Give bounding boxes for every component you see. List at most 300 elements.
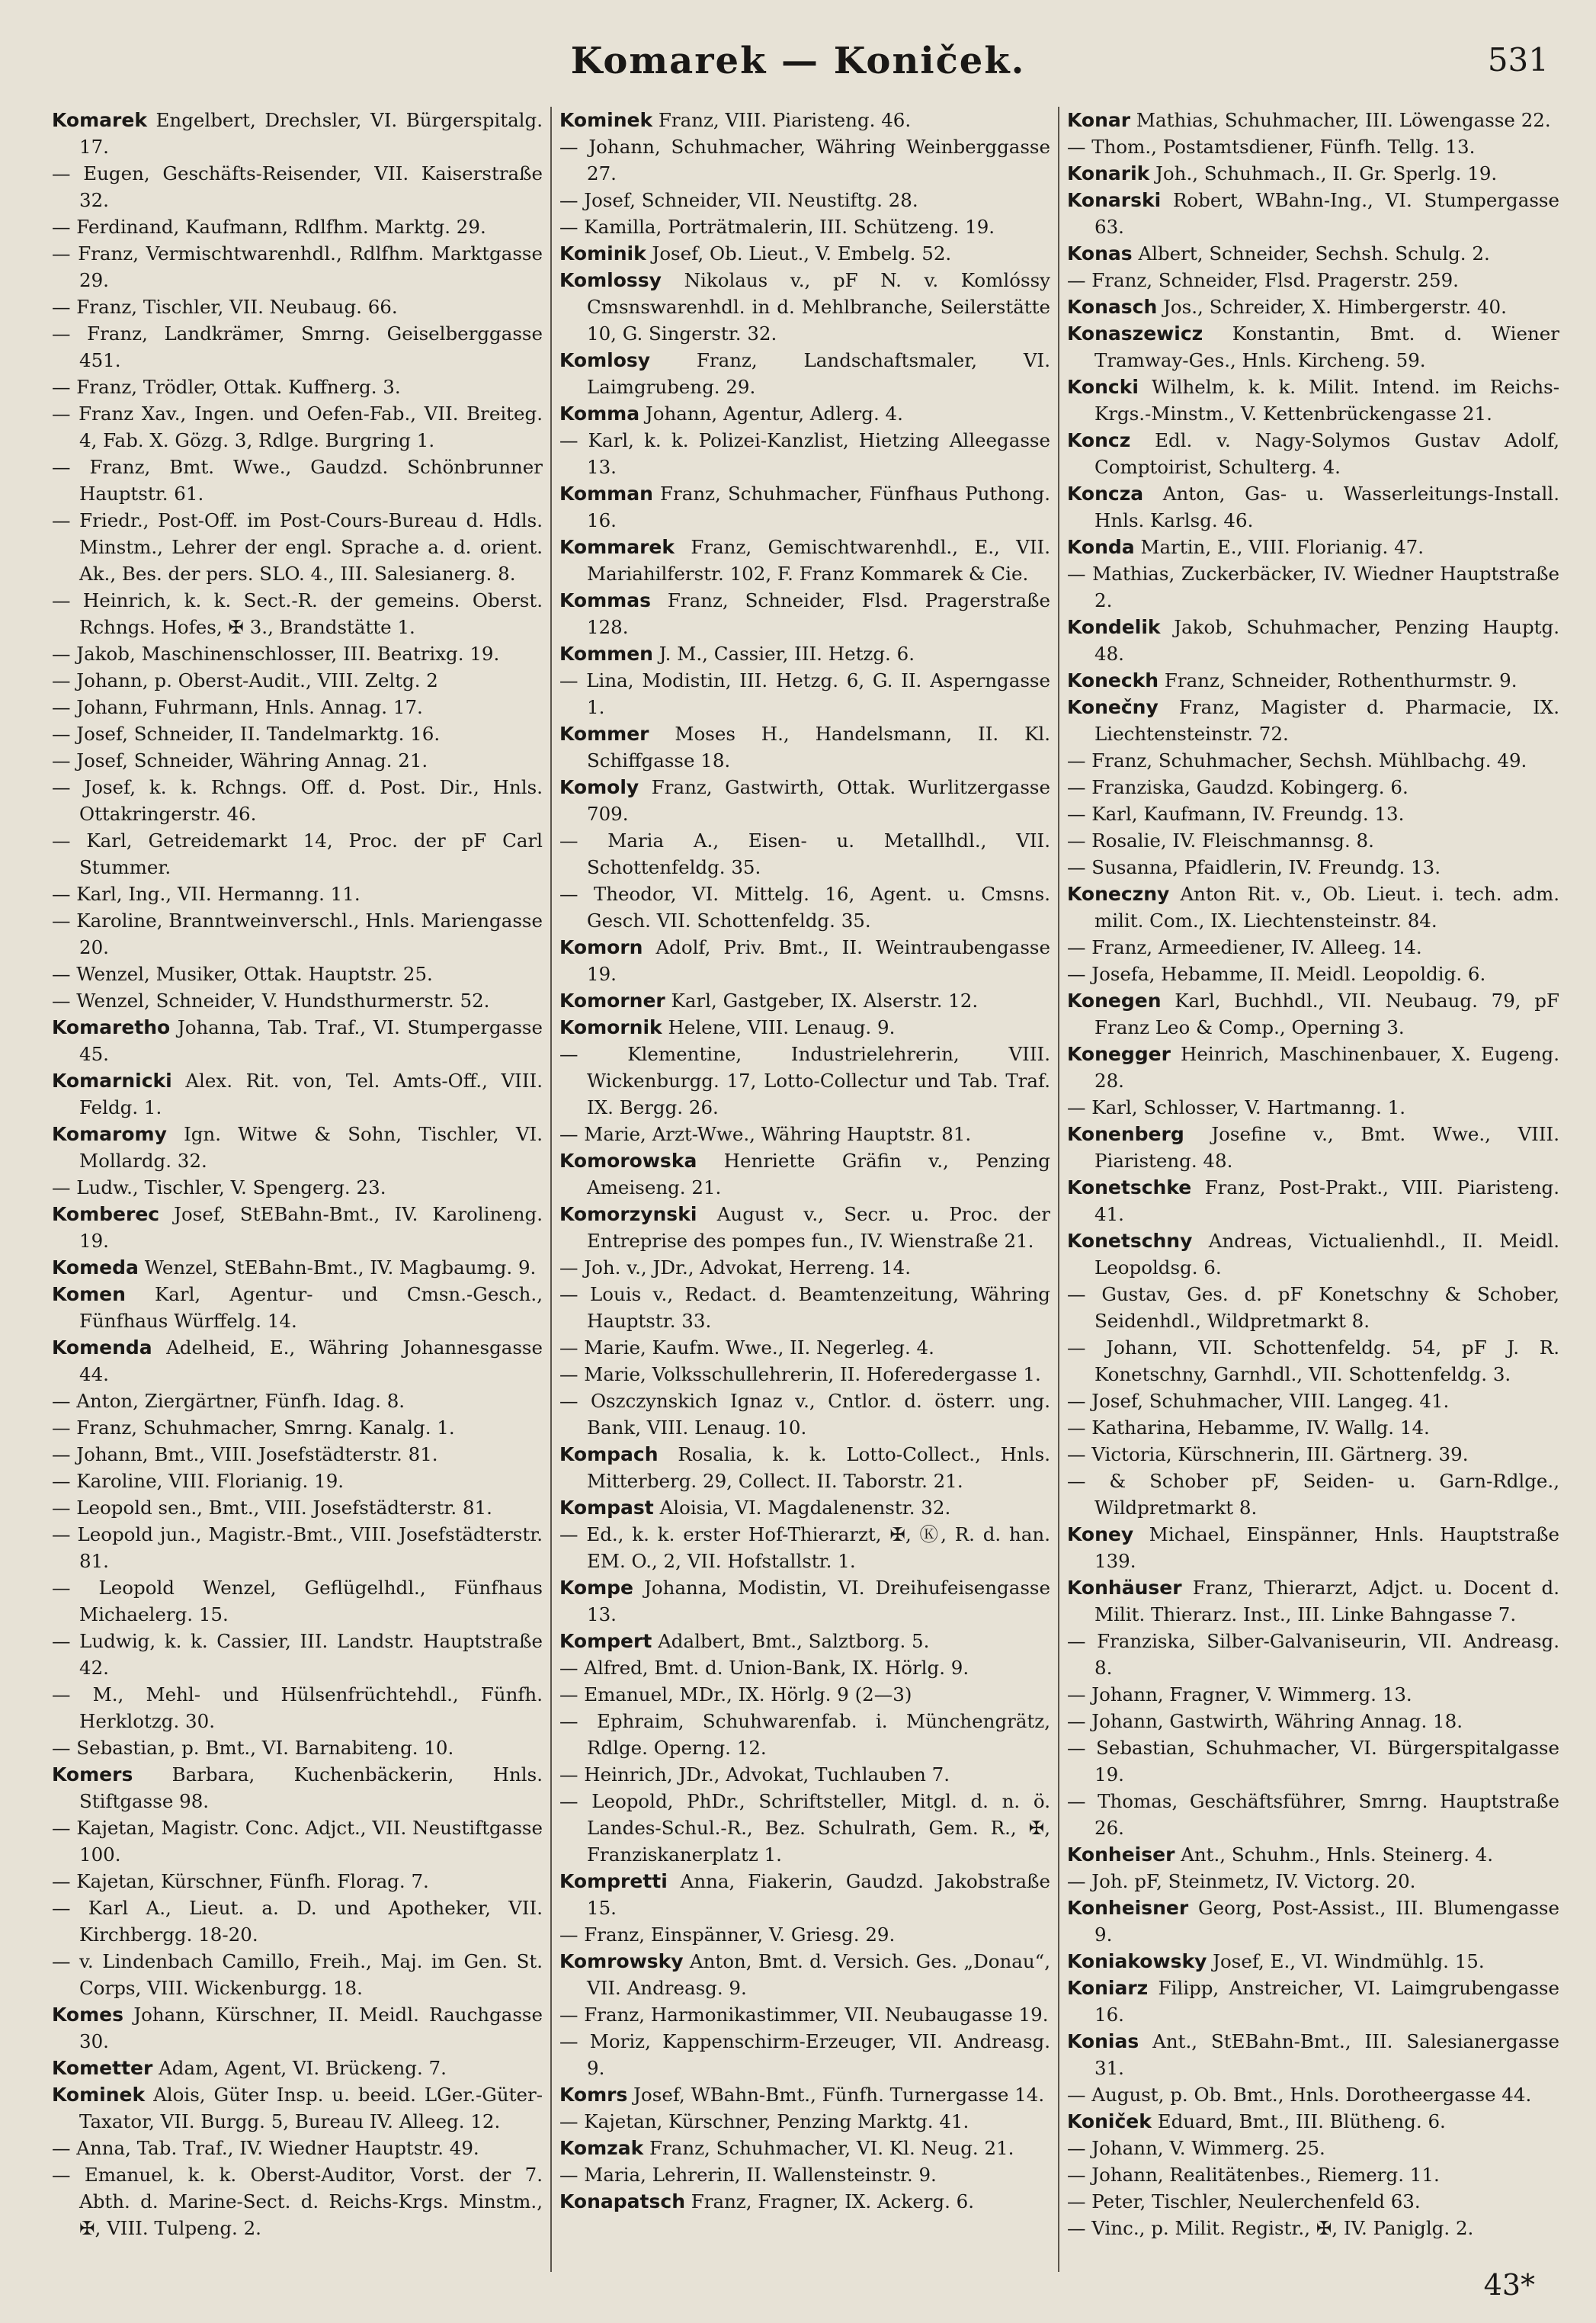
directory-entry bbox=[1067, 1628, 1559, 1681]
entry-surname: Koncza bbox=[1067, 483, 1144, 505]
entry-surname: Koney bbox=[1067, 1523, 1134, 1545]
directory-entry bbox=[559, 1921, 1050, 1948]
directory-entry bbox=[559, 1521, 1050, 1574]
entry-surname: Komeda bbox=[52, 1256, 139, 1279]
directory-entry bbox=[52, 240, 543, 294]
directory-entry bbox=[559, 667, 1050, 720]
directory-entry bbox=[559, 187, 1050, 213]
directory-entry bbox=[559, 2001, 1050, 2028]
entry-text: — Franz, Tischler, VII. Neubaug. 66. bbox=[52, 296, 398, 318]
entry-text: Eduard, Bmt., III. Blütheng. 6. bbox=[1157, 2110, 1446, 2132]
directory-entry bbox=[52, 667, 543, 694]
entry-text: — Ludw., Tischler, V. Spengerg. 23. bbox=[52, 1176, 386, 1198]
directory-entry bbox=[52, 294, 543, 320]
entry-text: Ign. Witwe & Sohn, Tischler, VI. Mollardg. 32. bbox=[79, 1123, 543, 1172]
entry-surname: Kommas bbox=[559, 589, 651, 611]
entry-text: — Karl, Kaufmann, IV. Freundg. 13. bbox=[1067, 803, 1405, 825]
directory-entry bbox=[52, 374, 543, 400]
entry-text: Joh., Schuhmach., II. Gr. Sperlg. 19. bbox=[1155, 162, 1498, 184]
entry-text: — Maria A., Eisen- u. Metallhdl., VII. Schottenfeldg. 35. bbox=[559, 829, 1050, 878]
entry-text: — Leopold, PhDr., Schriftsteller, Mitgl. d. n. ö. Landes-Schul.-R., Bez. Schulrath, Gem. R., ✠, Franziskanerplatz 1. bbox=[559, 1790, 1050, 1866]
directory-entry bbox=[559, 2081, 1050, 2108]
entry-text: — Johann, Fragner, V. Wimmerg. 13. bbox=[1067, 1683, 1412, 1705]
entry-text: — Thomas, Geschäftsführer, Smrng. Hauptstraße 26. bbox=[1067, 1790, 1559, 1839]
entry-text: — Jakob, Maschinenschlosser, III. Beatrixg. 19. bbox=[52, 643, 500, 665]
directory-entry bbox=[559, 133, 1050, 187]
entry-text: — Victoria, Kürschnerin, III. Gärtnerg. 39. bbox=[1067, 1443, 1469, 1465]
entry-text: — & Schober pF, Seiden- u. Garn-Rdlge., Wildpretmarkt 8. bbox=[1067, 1470, 1559, 1519]
entry-text: — Leopold Wenzel, Geflügelhdl., Fünfhaus Michaelerg. 15. bbox=[52, 1577, 543, 1625]
entry-surname: Kometter bbox=[52, 2057, 153, 2079]
entry-surname: Komlossy bbox=[559, 269, 662, 291]
entry-surname: Komornik bbox=[559, 1016, 662, 1038]
entry-text: — Josefa, Hebamme, II. Meidl. Leopoldig. 6. bbox=[1067, 963, 1486, 985]
entry-text: Adam, Agent, VI. Brückeng. 7. bbox=[159, 2057, 447, 2079]
directory-entry bbox=[559, 1254, 1050, 1281]
directory-entry bbox=[559, 934, 1050, 987]
entry-text: Adelheid, E., Währing Johannesgasse 44. bbox=[79, 1336, 543, 1385]
entry-text: — Franziska, Gaudzd. Kobingerg. 6. bbox=[1067, 776, 1409, 798]
entry-text: — v. Lindenbach Camillo, Freih., Maj. im Gen. St. Corps, VIII. Wickenburgg. 18. bbox=[52, 1950, 543, 1999]
entry-text: Barbara, Kuchenbäckerin, Hnls. Stiftgasse 98. bbox=[79, 1763, 543, 1812]
entry-text: Franz, Gastwirth, Ottak. Wurlitzergasse 709. bbox=[587, 776, 1051, 825]
entry-surname: Komen bbox=[52, 1283, 126, 1305]
directory-entry bbox=[559, 987, 1050, 1014]
entry-surname: Konapatsch bbox=[559, 2190, 685, 2212]
entry-text: — Peter, Tischler, Neulerchenfeld 63. bbox=[1067, 2190, 1421, 2212]
directory-entry bbox=[52, 827, 543, 881]
entry-text: — Josef, Schneider, VII. Neustiftg. 28. bbox=[559, 189, 918, 211]
directory-entry bbox=[559, 1361, 1050, 1388]
directory-entry bbox=[559, 1281, 1050, 1334]
directory-entry bbox=[1067, 267, 1559, 294]
directory-entry bbox=[1067, 1094, 1559, 1121]
entry-text: — Johann, VII. Schottenfeldg. 54, pF J. R. Konetschny, Garnhdl., VII. Schottenfeldg. 3. bbox=[1067, 1336, 1559, 1385]
entry-surname: Koncz bbox=[1067, 429, 1131, 451]
directory-entry bbox=[52, 1334, 543, 1388]
entry-text: — Wenzel, Musiker, Ottak. Hauptstr. 25. bbox=[52, 963, 433, 985]
directory-entry bbox=[559, 347, 1050, 400]
entry-text: — Franz Xav., Ingen. und Oefen-Fab., VII. Breiteg. 4, Fab. X. Gözg. 3, Rdlge. Burgring 1. bbox=[52, 403, 543, 451]
directory-entry bbox=[559, 1388, 1050, 1441]
entry-text: — Sebastian, Schuhmacher, VI. Bürgerspitalgasse 19. bbox=[1067, 1737, 1559, 1786]
entry-text: Josef, StEBahn-Bmt., IV. Karolineng. 19. bbox=[79, 1203, 543, 1252]
directory-entry bbox=[52, 400, 543, 454]
directory-entry bbox=[559, 587, 1050, 640]
entry-text: Alois, Güter Insp. u. beeid. LGer.-Güter-Taxator, VII. Burgg. 5, Bureau IV. Alleeg. 12. bbox=[79, 2084, 543, 2132]
directory-entry bbox=[52, 2055, 543, 2081]
directory-entry bbox=[52, 1761, 543, 1814]
entry-text: — Franz, Schneider, Flsd. Pragerstr. 259. bbox=[1067, 269, 1459, 291]
entry-surname: Komman bbox=[559, 483, 653, 505]
entry-surname: Kompert bbox=[559, 1630, 652, 1652]
entry-surname: Kompach bbox=[559, 1443, 659, 1465]
entry-text: — Kamilla, Porträtmalerin, III. Schützeng. 19. bbox=[559, 216, 995, 238]
directory-entry bbox=[52, 2081, 543, 2135]
directory-entry bbox=[1067, 2161, 1559, 2188]
entry-text: — August, p. Ob. Bmt., Hnls. Dorotheergasse 44. bbox=[1067, 2084, 1532, 2106]
directory-entry bbox=[52, 1014, 543, 1067]
entry-text: Johann, Kürschner, II. Meidl. Rauchgasse 30. bbox=[79, 2004, 543, 2052]
entry-text: — Johann, Bmt., VIII. Josefstädterstr. 81. bbox=[52, 1443, 438, 1465]
entry-text: Franz, Schuhmacher, VI. Kl. Neug. 21. bbox=[649, 2137, 1014, 2159]
directory-entry bbox=[559, 2028, 1050, 2081]
entry-surname: Koneczny bbox=[1067, 883, 1170, 905]
directory-entry bbox=[52, 1521, 543, 1574]
entry-text: Karl, Agentur- und Cmsn.-Gesch., Fünfhaus Würffelg. 14. bbox=[79, 1283, 543, 1332]
directory-entry bbox=[52, 1868, 543, 1895]
entry-text: Andreas, Victualienhdl., II. Meidl. Leopoldsg. 6. bbox=[1094, 1230, 1559, 1279]
entry-text: Filipp, Anstreicher, VI. Laimgrubengasse 16. bbox=[1094, 1977, 1559, 2026]
entry-text: Franz, Schneider, Rothenthurmstr. 9. bbox=[1164, 669, 1517, 691]
entry-text: — Emanuel, MDr., IX. Hörlg. 9 (2—3) bbox=[559, 1683, 912, 1705]
entry-text: Engelbert, Drechsler, VI. Bürgerspitalg. 17. bbox=[79, 109, 543, 158]
entry-text: Johann, Agentur, Adlerg. 4. bbox=[645, 403, 903, 425]
entry-surname: Komrs bbox=[559, 2084, 628, 2106]
entry-text: Rosalia, k. k. Lotto-Collect., Hnls. Mitterberg. 29, Collect. II. Taborstr. 21. bbox=[587, 1443, 1050, 1492]
directory-entry bbox=[52, 1628, 543, 1681]
entry-surname: Komarek bbox=[52, 109, 147, 131]
directory-entry bbox=[52, 1254, 543, 1281]
directory-entry bbox=[559, 2135, 1050, 2161]
entry-text: — Sebastian, p. Bmt., VI. Barnabiteng. 10. bbox=[52, 1737, 454, 1759]
directory-entry bbox=[1067, 560, 1559, 614]
entry-text: — Kajetan, Kürschner, Fünfh. Florag. 7. bbox=[52, 1870, 429, 1892]
directory-entry bbox=[559, 213, 1050, 240]
entry-text: Heinrich, Maschinenbauer, X. Eugeng. 28. bbox=[1094, 1043, 1559, 1092]
directory-entry bbox=[1067, 160, 1559, 187]
entry-surname: Komorzynski bbox=[559, 1203, 697, 1225]
columns bbox=[44, 107, 1569, 2272]
entry-surname: Kominik bbox=[559, 242, 646, 265]
directory-entry bbox=[52, 107, 543, 160]
entry-text: — M., Mehl- und Hülsenfrüchtehdl., Fünfh. Herklotzg. 30. bbox=[52, 1683, 543, 1732]
directory-entry bbox=[1067, 2215, 1559, 2241]
entry-text: Aloisia, VI. Magdalenenstr. 32. bbox=[659, 1497, 951, 1519]
entry-text: Jakob, Schuhmacher, Penzing Hauptg. 48. bbox=[1094, 616, 1559, 665]
entry-text: — Klementine, Industrielehrerin, VIII. Wickenburgg. 17, Lotto-Collectur und Tab. Traf. IX. Bergg. 26. bbox=[559, 1043, 1050, 1118]
directory-entry bbox=[1067, 534, 1559, 560]
directory-entry bbox=[1067, 294, 1559, 320]
entry-surname: Kondelik bbox=[1067, 616, 1161, 638]
entry-text: Georg, Post-Assist., III. Blumengasse 9. bbox=[1094, 1897, 1559, 1946]
directory-entry bbox=[52, 2135, 543, 2161]
directory-entry bbox=[52, 507, 543, 587]
directory-entry bbox=[1067, 774, 1559, 801]
directory-entry bbox=[1067, 1281, 1559, 1334]
directory-entry bbox=[559, 427, 1050, 480]
entry-surname: Komorowska bbox=[559, 1150, 697, 1172]
entry-text: — Johann, Schuhmacher, Währing Weinberggasse 27. bbox=[559, 136, 1050, 184]
directory-entry bbox=[1067, 240, 1559, 267]
entry-text: — Alfred, Bmt. d. Union-Bank, IX. Hörlg. 9. bbox=[559, 1657, 969, 1679]
page-title: Komarek — Koniček. bbox=[570, 40, 1026, 82]
entry-text: Franz, Schuhmacher, Fünfhaus Puthong. 16. bbox=[587, 483, 1050, 531]
directory-entry bbox=[52, 1174, 543, 1201]
directory-entry bbox=[559, 267, 1050, 347]
entry-text: — Marie, Arzt-Wwe., Währing Hauptstr. 81. bbox=[559, 1123, 972, 1145]
entry-text: — Josef, Schuhmacher, VIII. Langeg. 41. bbox=[1067, 1390, 1450, 1412]
directory-entry bbox=[1067, 801, 1559, 827]
entry-text: — Joh. v., JDr., Advokat, Herreng. 14. bbox=[559, 1256, 911, 1279]
directory-entry bbox=[1067, 1227, 1559, 1281]
entry-text: — Joh. pF, Steinmetz, IV. Victorg. 20. bbox=[1067, 1870, 1416, 1892]
directory-entry bbox=[559, 480, 1050, 534]
directory-entry bbox=[559, 2188, 1050, 2215]
entry-text: — Mathias, Zuckerbäcker, IV. Wiedner Hauptstraße 2. bbox=[1067, 563, 1559, 611]
entry-text: — Karl, k. k. Polizei-Kanzlist, Hietzing Alleegasse 13. bbox=[559, 429, 1050, 478]
directory-entry bbox=[52, 587, 543, 640]
directory-entry bbox=[1067, 1521, 1559, 1574]
entry-surname: Komberec bbox=[52, 1203, 160, 1225]
directory-entry bbox=[559, 1147, 1050, 1201]
directory-entry bbox=[52, 1388, 543, 1414]
directory-entry bbox=[1067, 2028, 1559, 2081]
directory-entry bbox=[52, 881, 543, 907]
directory-entry bbox=[1067, 1441, 1559, 1468]
entry-text: Michael, Einspänner, Hnls. Hauptstraße 139. bbox=[1094, 1523, 1559, 1572]
entry-surname: Komorner bbox=[559, 990, 665, 1012]
entry-text: Helene, VIII. Lenaug. 9. bbox=[668, 1016, 896, 1038]
entry-surname: Konas bbox=[1067, 242, 1133, 265]
directory-entry bbox=[52, 320, 543, 374]
entry-text: — Ludwig, k. k. Cassier, III. Landstr. Hauptstraße 42. bbox=[52, 1630, 543, 1679]
directory-entry bbox=[559, 774, 1050, 827]
entry-text: Martin, E., VIII. Florianig. 47. bbox=[1140, 536, 1425, 558]
directory-entry bbox=[559, 534, 1050, 587]
entry-text: Adalbert, Bmt., Salztborg. 5. bbox=[658, 1630, 930, 1652]
entry-text: — Leopold jun., Magistr.-Bmt., VIII. Josefstädterstr. 81. bbox=[52, 1523, 543, 1572]
directory-entry bbox=[1067, 1868, 1559, 1895]
entry-text: — Leopold sen., Bmt., VIII. Josefstädterstr. 81. bbox=[52, 1497, 492, 1519]
directory-entry bbox=[559, 240, 1050, 267]
directory-entry bbox=[1067, 1681, 1559, 1708]
directory-entry bbox=[1067, 1895, 1559, 1948]
entry-text: — Susanna, Pfaidlerin, IV. Freundg. 13. bbox=[1067, 856, 1441, 878]
directory-entry bbox=[1067, 1041, 1559, 1094]
entry-surname: Komaretho bbox=[52, 1016, 171, 1038]
entry-text: J. M., Cassier, III. Hetzg. 6. bbox=[659, 643, 915, 665]
entry-text: Anna, Fiakerin, Gaudzd. Jakobstraße 15. bbox=[587, 1870, 1050, 1919]
entry-surname: Konar bbox=[1067, 109, 1131, 131]
directory-entry bbox=[52, 1201, 543, 1254]
directory-entry bbox=[52, 720, 543, 747]
directory-entry bbox=[1067, 987, 1559, 1041]
entry-text: — Gustav, Ges. d. pF Konetschny & Schober, Seidenhdl., Wildpretmarkt 8. bbox=[1067, 1283, 1559, 1332]
entry-text: Robert, WBahn-Ing., VI. Stumpergasse 63. bbox=[1094, 189, 1559, 238]
entry-text: — Karl, Getreidemarkt 14, Proc. der pF Carl Stummer. bbox=[52, 829, 543, 878]
entry-surname: Konias bbox=[1067, 2030, 1139, 2052]
directory-entry bbox=[52, 1734, 543, 1761]
entry-surname: Konheisner bbox=[1067, 1897, 1189, 1919]
directory-entry bbox=[559, 1014, 1050, 1041]
entry-text: Konstantin, Bmt. d. Wiener Tramway-Ges., Hnls. Kircheng. 59. bbox=[1094, 322, 1559, 371]
entry-text: — Vinc., p. Milit. Registr., ✠, IV. Paniglg. 2. bbox=[1067, 2217, 1474, 2239]
entry-text: — Karoline, VIII. Florianig. 19. bbox=[52, 1470, 345, 1492]
directory-entry bbox=[52, 907, 543, 961]
entry-surname: Konarski bbox=[1067, 189, 1162, 211]
entry-text: Franz, Magister d. Pharmacie, IX. Liechtensteinstr. 72. bbox=[1094, 696, 1559, 745]
directory-entry bbox=[1067, 2108, 1559, 2135]
directory-entry bbox=[1067, 1574, 1559, 1628]
entry-text: — Anton, Ziergärtner, Fünfh. Idag. 8. bbox=[52, 1390, 405, 1412]
entry-text: Franz, VIII. Piaristeng. 46. bbox=[658, 109, 912, 131]
entry-text: — Rosalie, IV. Fleischmannsg. 8. bbox=[1067, 829, 1374, 852]
directory-entry bbox=[1067, 1468, 1559, 1521]
entry-text: — Karoline, Branntweinverschl., Hnls. Mariengasse 20. bbox=[52, 910, 543, 958]
entry-text: — Kajetan, Kürschner, Penzing Marktg. 41. bbox=[559, 2110, 969, 2132]
entry-text: Wilhelm, k. k. Milit. Intend. im Reichs-Krgs.-Minstm., V. Kettenbrückengasse 21. bbox=[1094, 376, 1559, 425]
entry-text: — Franz, Landkrämer, Smrng. Geiselberggasse 451. bbox=[52, 322, 543, 371]
directory-entry bbox=[1067, 827, 1559, 854]
entry-surname: Koniakowsky bbox=[1067, 1950, 1207, 1972]
entry-text: — Franz, Einspänner, V. Griesg. 29. bbox=[559, 1924, 896, 1946]
entry-surname: Koneckh bbox=[1067, 669, 1159, 691]
directory-entry bbox=[1067, 1948, 1559, 1975]
directory-entry bbox=[1067, 614, 1559, 667]
entry-text: — Theodor, VI. Mittelg. 16, Agent. u. Cmsns. Gesch. VII. Schottenfeldg. 35. bbox=[559, 883, 1050, 932]
directory-entry bbox=[52, 1121, 543, 1174]
directory-entry bbox=[52, 1414, 543, 1441]
entry-text: August v., Secr. u. Proc. der Entreprise des pompes fun., IV. Wienstraße 21. bbox=[587, 1203, 1050, 1252]
directory-entry bbox=[52, 1441, 543, 1468]
entry-text: — Karl, Ing., VII. Hermanng. 11. bbox=[52, 883, 361, 905]
entry-text: — Ephraim, Schuhwarenfab. i. Münchengrätz, Rdlge. Operng. 12. bbox=[559, 1710, 1050, 1759]
directory-entry bbox=[559, 1201, 1050, 1254]
directory-entry bbox=[559, 1761, 1050, 1788]
entry-surname: Komers bbox=[52, 1763, 133, 1786]
entry-text: — Emanuel, k. k. Oberst-Auditor, Vorst. der 7. Abth. d. Marine-Sect. d. Reichs-Krgs. Minstm., ✠, VIII. Tulpeng. 2. bbox=[52, 2164, 543, 2239]
directory-entry bbox=[1067, 961, 1559, 987]
directory-entry bbox=[559, 1868, 1050, 1921]
directory-entry bbox=[52, 1948, 543, 2001]
directory-entry bbox=[52, 747, 543, 774]
directory-entry bbox=[52, 2161, 543, 2241]
directory-entry bbox=[559, 827, 1050, 881]
entry-text: — Franz, Schuhmacher, Sechsh. Mühlbachg. 49. bbox=[1067, 749, 1527, 772]
directory-entry bbox=[1067, 694, 1559, 747]
entry-surname: Konetschke bbox=[1067, 1176, 1192, 1198]
entry-surname: Kominek bbox=[559, 109, 653, 131]
entry-text: Franz, Post-Prakt., VIII. Piaristeng. 41. bbox=[1094, 1176, 1559, 1225]
directory-entry bbox=[1067, 1841, 1559, 1868]
directory-entry bbox=[1067, 480, 1559, 534]
entry-text: — Marie, Volksschullehrerin, II. Hoferedergasse 1. bbox=[559, 1363, 1041, 1385]
entry-surname: Kompretti bbox=[559, 1870, 668, 1892]
entry-surname: Konhäuser bbox=[1067, 1577, 1182, 1599]
entry-text: — Heinrich, JDr., Advokat, Tuchlauben 7. bbox=[559, 1763, 950, 1786]
directory-entry bbox=[1067, 427, 1559, 480]
entry-text: — Wenzel, Schneider, V. Hundsthurmerstr. 52. bbox=[52, 990, 490, 1012]
entry-surname: Kominek bbox=[52, 2084, 146, 2106]
entry-text: — Josef, Schneider, II. Tandelmarktg. 16. bbox=[52, 723, 441, 745]
directory-entry bbox=[1067, 667, 1559, 694]
entry-surname: Kommarek bbox=[559, 536, 675, 558]
directory-entry bbox=[559, 1121, 1050, 1147]
directory-entry bbox=[1067, 1334, 1559, 1388]
directory-entry bbox=[52, 1574, 543, 1628]
entry-text: — Josef, k. k. Rchngs. Off. d. Post. Dir., Hnls. Ottakringerstr. 46. bbox=[52, 776, 543, 825]
directory-entry bbox=[559, 1948, 1050, 2001]
entry-text: — Kajetan, Magistr. Conc. Adjct., VII. Neustiftgasse 100. bbox=[52, 1817, 543, 1866]
entry-text: — Johann, Fuhrmann, Hnls. Annag. 17. bbox=[52, 696, 423, 718]
entry-surname: Koniček bbox=[1067, 2110, 1152, 2132]
entry-text: — Johann, V. Wimmerg. 25. bbox=[1067, 2137, 1325, 2159]
entry-text: — Karl, Schlosser, V. Hartmanng. 1. bbox=[1067, 1096, 1405, 1118]
directory-entry bbox=[52, 774, 543, 827]
entry-surname: Konheiser bbox=[1067, 1843, 1175, 1866]
entry-text: Mathias, Schuhmacher, III. Löwengasse 22. bbox=[1136, 109, 1551, 131]
entry-text: — Heinrich, k. k. Sect.-R. der gemeins. Oberst. Rchngs. Hofes, ✠ 3., Brandstätte 1. bbox=[52, 589, 543, 638]
entry-surname: Koniarz bbox=[1067, 1977, 1149, 1999]
entry-text: Wenzel, StEBahn-Bmt., IV. Magbaumg. 9. bbox=[144, 1256, 537, 1279]
entry-surname: Koncki bbox=[1067, 376, 1139, 398]
directory-entry bbox=[1067, 1414, 1559, 1441]
entry-surname: Komarnicki bbox=[52, 1070, 172, 1092]
entry-text: — Anna, Tab. Traf., IV. Wiedner Hauptstr. 49. bbox=[52, 2137, 479, 2159]
directory-entry bbox=[559, 1041, 1050, 1121]
directory-entry bbox=[52, 961, 543, 987]
entry-text: Edl. v. Nagy-Solymos Gustav Adolf, Comptoirist, Schulterg. 4. bbox=[1094, 429, 1559, 478]
directory-entry bbox=[559, 107, 1050, 133]
directory-entry bbox=[559, 2161, 1050, 2188]
entry-surname: Komes bbox=[52, 2004, 123, 2026]
entry-text: — Louis v., Redact. d. Beamtenzeitung, Währing Hauptstr. 33. bbox=[559, 1283, 1050, 1332]
entry-surname: Konenberg bbox=[1067, 1123, 1184, 1145]
directory-entry bbox=[1067, 2081, 1559, 2108]
entry-text: Albert, Schneider, Sechsh. Schulg. 2. bbox=[1138, 242, 1490, 265]
entry-text: — Karl A., Lieut. a. D. und Apotheker, VII. Kirchbergg. 18-20. bbox=[52, 1897, 543, 1946]
entry-text: — Eugen, Geschäfts-Reisender, VII. Kaiserstraße 32. bbox=[52, 162, 543, 211]
directory-entry bbox=[52, 1814, 543, 1868]
directory-entry bbox=[1067, 1788, 1559, 1841]
directory-entry bbox=[52, 1681, 543, 1734]
directory-entry bbox=[1067, 1708, 1559, 1734]
entry-surname: Konasch bbox=[1067, 296, 1158, 318]
entry-text: Josefine v., Bmt. Wwe., VIII. Piaristeng. 48. bbox=[1094, 1123, 1559, 1172]
entry-surname: Konaszewicz bbox=[1067, 322, 1203, 345]
entry-surname: Konetschny bbox=[1067, 1230, 1193, 1252]
entry-text: Josef, Ob. Lieut., V. Embelg. 52. bbox=[652, 242, 952, 265]
entry-text: Franz, Landschaftsmaler, VI. Laimgrubeng. 29. bbox=[587, 349, 1050, 398]
entry-text: Alex. Rit. von, Tel. Amts-Off., VIII. Feldg. 1. bbox=[79, 1070, 543, 1118]
entry-text: — Katharina, Hebamme, IV. Wallg. 14. bbox=[1067, 1417, 1430, 1439]
directory-entry bbox=[1067, 133, 1559, 160]
entry-surname: Konegen bbox=[1067, 990, 1162, 1012]
entry-text: Moses H., Handelsmann, II. Kl. Schiffgasse 18. bbox=[587, 723, 1051, 772]
entry-text: — Friedr., Post-Off. im Post-Cours-Bureau d. Hdls. Minstm., Lehrer der engl. Sprache a. d. orient. Ak., Bes. der pers. SLO. 4., III. Salesianerg. 8. bbox=[52, 509, 543, 585]
entry-text: — Moriz, Kappenschirm-Erzeuger, VII. Andreasg. 9. bbox=[559, 2030, 1050, 2079]
directory-entry bbox=[559, 1654, 1050, 1681]
column-1 bbox=[44, 107, 552, 2272]
entry-surname: Komenda bbox=[52, 1336, 152, 1359]
directory-entry bbox=[1067, 854, 1559, 881]
printer-signature: 43* bbox=[1483, 2268, 1535, 2302]
entry-text: — Ed., k. k. erster Hof-Thierarzt, ✠, Ⓚ, R. d. han. EM. O., 2, VII. Hofstallstr. 1. bbox=[559, 1523, 1050, 1572]
directory-entry bbox=[52, 2001, 543, 2055]
directory-entry bbox=[559, 400, 1050, 427]
directory-entry bbox=[52, 1281, 543, 1334]
directory-entry bbox=[52, 454, 543, 507]
entry-surname: Konečny bbox=[1067, 696, 1159, 718]
directory-entry bbox=[1067, 747, 1559, 774]
column-3 bbox=[1059, 107, 1567, 2272]
entry-surname: Konegger bbox=[1067, 1043, 1171, 1065]
entry-surname: Konda bbox=[1067, 536, 1135, 558]
entry-surname: Komoly bbox=[559, 776, 639, 798]
entry-text: Anton Rit. v., Ob. Lieut. i. tech. adm. milit. Com., IX. Liechtensteinstr. 84. bbox=[1094, 883, 1559, 932]
directory-entry bbox=[1067, 320, 1559, 374]
